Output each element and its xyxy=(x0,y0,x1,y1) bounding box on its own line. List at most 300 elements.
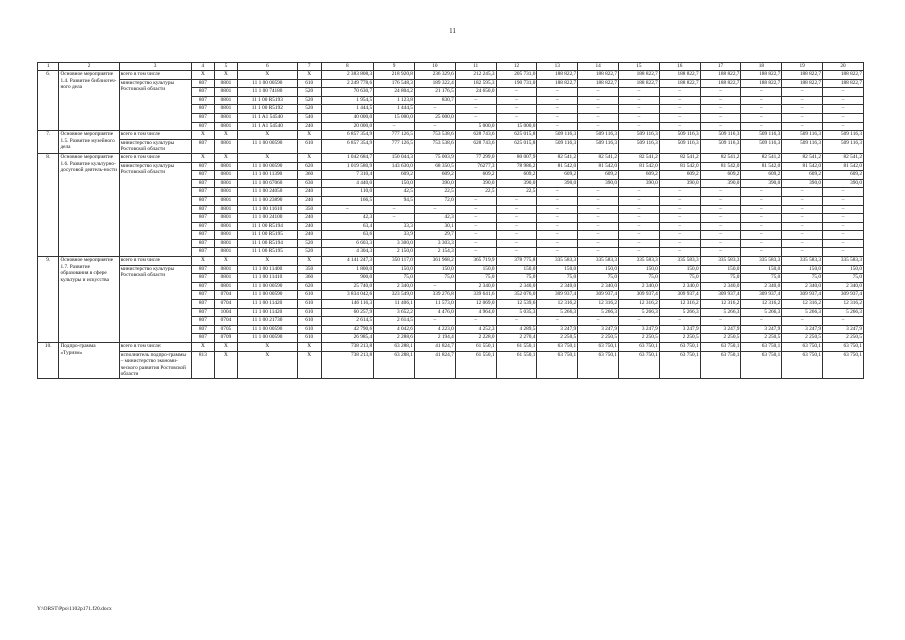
table-cell: 520 xyxy=(297,88,321,97)
table-cell: 60 257,9 xyxy=(321,308,374,317)
executor-name: министерство культуры Ростовской области xyxy=(119,139,191,153)
table-cell: 0801 xyxy=(215,248,238,257)
table-cell: 807 xyxy=(191,265,215,274)
table-cell: 1 954,5 xyxy=(321,96,374,105)
table-cell: – xyxy=(823,222,864,231)
table-cell: 189 322,4 xyxy=(414,79,455,88)
table-cell: 150,0 xyxy=(741,265,782,274)
table-cell: 240 xyxy=(297,222,321,231)
table-cell: 807 xyxy=(191,179,215,188)
table-cell: 335 583,3 xyxy=(619,257,660,266)
table-cell: 82 541,2 xyxy=(537,153,578,162)
table-cell: – xyxy=(619,96,660,105)
table-cell: 2 340,0 xyxy=(619,282,660,291)
table-cell: 81 542,0 xyxy=(619,162,660,171)
table-cell: 12 316,2 xyxy=(782,300,823,309)
table-cell: – xyxy=(619,239,660,248)
table-cell: 309 937,4 xyxy=(578,291,619,300)
table-cell: 63 750,1 xyxy=(782,343,823,352)
table-cell: – xyxy=(741,96,782,105)
table-cell: X xyxy=(297,153,321,162)
table-cell: – xyxy=(578,113,619,122)
table-cell: 81 542,0 xyxy=(537,162,578,171)
table-cell: 0801 xyxy=(215,79,238,88)
table-cell: 22,5 xyxy=(455,188,496,197)
table-cell: 807 xyxy=(191,282,215,291)
table-cell: 628 743,6 xyxy=(455,131,496,140)
table-cell: 3 247,9 xyxy=(782,325,823,334)
table-cell: – xyxy=(321,205,374,214)
table-cell: 2 340,0 xyxy=(700,282,741,291)
table-cell: – xyxy=(782,231,823,240)
table-cell: – xyxy=(578,248,619,257)
table-cell: X xyxy=(215,71,238,80)
table-cell: 0709 xyxy=(215,334,238,343)
table-cell: 63 750,1 xyxy=(782,351,823,378)
executor-total-label: всего в том числе xyxy=(119,71,191,80)
table-cell: 807 xyxy=(191,205,215,214)
table-cell: 2 340,0 xyxy=(741,282,782,291)
table-cell: – xyxy=(700,122,741,131)
executor-total-label: всего в том числе: xyxy=(119,343,191,352)
table-row xyxy=(38,139,864,153)
table-cell: – xyxy=(537,196,578,205)
table-cell: 72,0 xyxy=(414,196,455,205)
table-cell: 350 xyxy=(297,265,321,274)
file-path-footer: Y:\ORST\Ppo\1102p171.f20.docx xyxy=(37,606,112,612)
table-cell: 188 822,7 xyxy=(741,71,782,80)
table-cell: 390,0 xyxy=(496,179,537,188)
table-cell: X xyxy=(297,71,321,80)
table-cell: – xyxy=(619,113,660,122)
table-cell: 2 154,3 xyxy=(414,248,455,257)
table-cell: 361 968,2 xyxy=(414,257,455,266)
table-cell: 11 1 00 11420 xyxy=(237,308,297,317)
table-cell: X xyxy=(237,351,297,378)
table-cell: 188 822,7 xyxy=(619,79,660,88)
table-cell: 188 822,7 xyxy=(578,79,619,88)
table-cell: 63 750,1 xyxy=(619,351,660,378)
table-cell: – xyxy=(700,222,741,231)
table-cell: 33,3 xyxy=(374,222,415,231)
executor-total-label: всего в том числе xyxy=(119,257,191,266)
table-cell: 61 550,1 xyxy=(455,351,496,378)
table-cell: 0801 xyxy=(215,88,238,97)
table-cell: 4 476,0 xyxy=(414,308,455,317)
table-cell: 205 731,0 xyxy=(496,71,537,80)
table-cell: X xyxy=(237,257,297,266)
table-cell: 42,3 xyxy=(321,214,374,223)
table-cell: 188 822,7 xyxy=(619,71,660,80)
table-cell: 5 266,3 xyxy=(700,308,741,317)
table-cell: 3 247,9 xyxy=(700,325,741,334)
table-cell: – xyxy=(659,96,700,105)
table-cell: – xyxy=(537,96,578,105)
table-cell: – xyxy=(700,196,741,205)
table-cell: 753 538,6 xyxy=(414,139,455,153)
table-cell: – xyxy=(537,231,578,240)
table-cell: 240 xyxy=(297,122,321,131)
table-cell: – xyxy=(578,214,619,223)
table-cell: 2 340,0 xyxy=(496,282,537,291)
table-cell: 11 1 00 11410 xyxy=(237,274,297,283)
table-cell: 1 800,0 xyxy=(321,265,374,274)
table-cell: 0801 xyxy=(215,214,238,223)
table-cell: – xyxy=(700,248,741,257)
table-cell: 4 304,3 xyxy=(321,248,374,257)
table-cell: 11 1 00 R5194 xyxy=(237,239,297,248)
table-cell: 236 329,6 xyxy=(414,71,455,80)
table-cell: – xyxy=(741,231,782,240)
table-cell: 509 116,3 xyxy=(741,139,782,153)
table-cell: 94,5 xyxy=(374,196,415,205)
table-cell: 2 250,5 xyxy=(619,334,660,343)
table-cell: 390,0 xyxy=(659,179,700,188)
table-cell: – xyxy=(741,105,782,114)
table-cell: – xyxy=(578,231,619,240)
table-cell: – xyxy=(700,96,741,105)
table-cell: 182 595,3 xyxy=(455,79,496,88)
table-cell: 4 223,0 xyxy=(414,325,455,334)
table-cell: 12 316,2 xyxy=(619,300,660,309)
table-cell: 0801 xyxy=(215,113,238,122)
table-cell: 5 266,3 xyxy=(659,308,700,317)
table-cell: 609,2 xyxy=(537,171,578,180)
table-cell: 0801 xyxy=(215,282,238,291)
table-cell: 3 247,9 xyxy=(823,325,864,334)
table-cell: 509 116,3 xyxy=(619,139,660,153)
table-cell: – xyxy=(455,196,496,205)
table-cell: 11 406,1 xyxy=(374,300,415,309)
table-cell: 807 xyxy=(191,248,215,257)
table-cell: 75,0 xyxy=(619,274,660,283)
table-cell: – xyxy=(823,196,864,205)
table-cell: 11 1 00 00590 xyxy=(237,325,297,334)
table-cell: 6 857 354,9 xyxy=(321,131,374,140)
table-cell: 5 035,3 xyxy=(496,308,537,317)
table-cell: 0801 xyxy=(215,196,238,205)
table-cell: 3 247,9 xyxy=(741,325,782,334)
table-cell: 22,5 xyxy=(414,188,455,197)
table-cell: – xyxy=(455,96,496,105)
table-cell: 143 630,0 xyxy=(374,162,415,171)
table-cell: 63,4 xyxy=(321,222,374,231)
table-cell: – xyxy=(619,222,660,231)
table-cell: – xyxy=(741,248,782,257)
table-cell: 3 247,9 xyxy=(537,325,578,334)
table-cell: 807 xyxy=(191,79,215,88)
table-cell: 2 250,5 xyxy=(823,334,864,343)
table-cell: 1004 xyxy=(215,308,238,317)
table-cell: 807 xyxy=(191,231,215,240)
table-cell: – xyxy=(496,196,537,205)
table-cell: 4 141 247,3 xyxy=(321,257,374,266)
table-cell: – xyxy=(496,231,537,240)
table-row xyxy=(38,153,864,162)
table-cell: 150 044,3 xyxy=(374,153,415,162)
table-cell: 12 316,2 xyxy=(537,300,578,309)
table-cell: – xyxy=(741,239,782,248)
table-cell: 540 xyxy=(297,113,321,122)
table-cell: 218 920,8 xyxy=(374,71,415,80)
table-cell: 5 266,3 xyxy=(741,308,782,317)
table-cell: 509 116,3 xyxy=(700,131,741,140)
table-cell: – xyxy=(537,317,578,326)
row-number: 8. xyxy=(38,153,59,256)
table-cell: 29,7 xyxy=(414,231,455,240)
table-cell: 81 542,0 xyxy=(782,162,823,171)
table-cell: 212 245,3 xyxy=(455,71,496,80)
table-cell: 61 550,1 xyxy=(496,343,537,352)
table-cell: 335 583,3 xyxy=(537,257,578,266)
table-cell: 2 288,6 xyxy=(374,334,415,343)
table-cell: – xyxy=(578,105,619,114)
column-number: 2 xyxy=(59,63,119,71)
table-cell: 188 822,7 xyxy=(659,71,700,80)
table-cell: 509 116,3 xyxy=(823,131,864,140)
table-cell: 335 583,3 xyxy=(700,257,741,266)
table-cell: – xyxy=(782,248,823,257)
table-header-row xyxy=(38,63,864,71)
table-cell: 610 xyxy=(297,325,321,334)
activity-name: Подпро-грамма «Туризм» xyxy=(59,343,119,379)
column-number: 9 xyxy=(374,63,415,71)
table-cell: – xyxy=(374,205,415,214)
table-cell: – xyxy=(619,248,660,257)
table-cell: – xyxy=(537,122,578,131)
table-cell: 309 937,4 xyxy=(782,291,823,300)
table-cell: 6 857 354,9 xyxy=(321,139,374,153)
table-cell: 4 440,0 xyxy=(321,179,374,188)
column-number: 8 xyxy=(321,63,374,71)
table-cell: – xyxy=(741,188,782,197)
table-cell: 75,0 xyxy=(414,274,455,283)
table-cell: 75,0 xyxy=(537,274,578,283)
table-cell: 150,0 xyxy=(414,265,455,274)
table-cell: 63 750,1 xyxy=(700,343,741,352)
table-cell: 3 303,3 xyxy=(414,239,455,248)
table-cell: 520 xyxy=(297,239,321,248)
table-cell: – xyxy=(455,231,496,240)
activity-name: Основное мероприятие 1.4. Развитие библиотеч-ного дела xyxy=(59,71,119,131)
table-cell: – xyxy=(659,231,700,240)
table-cell: 11 1 00 11420 xyxy=(237,300,297,309)
table-cell: 150,0 xyxy=(374,179,415,188)
table-cell: 807 xyxy=(191,325,215,334)
column-number: 5 xyxy=(215,63,238,71)
table-cell: 1 019 580,9 xyxy=(321,162,374,171)
table-row xyxy=(38,71,864,80)
table-cell: 509 116,3 xyxy=(823,139,864,153)
table-cell: – xyxy=(823,122,864,131)
table-cell: 2 340,0 xyxy=(782,282,823,291)
table-cell: – xyxy=(782,188,823,197)
column-number: 20 xyxy=(823,63,864,71)
table-cell: X xyxy=(191,343,215,352)
table-cell: 509 116,3 xyxy=(537,139,578,153)
table-cell: 26 985,4 xyxy=(321,334,374,343)
table-cell: 807 xyxy=(191,300,215,309)
table-cell: – xyxy=(537,239,578,248)
column-number: 7 xyxy=(297,63,321,71)
table-cell: – xyxy=(823,205,864,214)
table-cell: 63,6 xyxy=(321,231,374,240)
table-cell: 188 822,7 xyxy=(537,71,578,80)
table-cell: – xyxy=(741,317,782,326)
table-cell: – xyxy=(578,188,619,197)
table-cell: 807 xyxy=(191,334,215,343)
table-cell: – xyxy=(496,205,537,214)
table-cell: 390,0 xyxy=(741,179,782,188)
table-row xyxy=(38,162,864,171)
executor-total-label: всего в том числе xyxy=(119,131,191,140)
table-cell: 80 007,9 xyxy=(496,153,537,162)
table-cell: 3 300,0 xyxy=(374,239,415,248)
table-cell: 33,9 xyxy=(374,231,415,240)
table-cell: 68 350,5 xyxy=(414,162,455,171)
table-cell: – xyxy=(496,88,537,97)
table-cell: – xyxy=(823,113,864,122)
table-cell: – xyxy=(414,205,455,214)
table-cell: 11 1 00 11400 xyxy=(237,265,297,274)
table-cell: 509 116,3 xyxy=(578,139,619,153)
table-cell: 609,2 xyxy=(782,171,823,180)
executor-total-label: всего в том числе xyxy=(119,153,191,162)
table-cell: 12 316,2 xyxy=(823,300,864,309)
table-cell: – xyxy=(619,122,660,131)
table-cell: 63 750,1 xyxy=(659,351,700,378)
table-cell: 807 xyxy=(191,171,215,180)
table-cell: 390,0 xyxy=(782,179,823,188)
table-cell: 240 xyxy=(297,214,321,223)
table-cell: X xyxy=(215,153,238,162)
table-cell: 11 1 00 23890 xyxy=(237,196,297,205)
table-cell: – xyxy=(455,222,496,231)
table-cell: – xyxy=(782,205,823,214)
table-cell: 609,2 xyxy=(414,171,455,180)
table-cell: – xyxy=(619,317,660,326)
table-cell: 609,2 xyxy=(823,171,864,180)
table-cell: 15 000,0 xyxy=(496,122,537,131)
table-cell: 0801 xyxy=(215,96,238,105)
table-cell: 807 xyxy=(191,239,215,248)
table-cell: 82 541,2 xyxy=(741,153,782,162)
table-cell: X xyxy=(237,343,297,352)
row-number: 7. xyxy=(38,131,59,154)
table-cell: 75,0 xyxy=(823,274,864,283)
table-cell: 2 250,5 xyxy=(782,334,823,343)
table-cell: 378 775,8 xyxy=(496,257,537,266)
table-cell: 509 116,3 xyxy=(782,131,823,140)
executor-name: министерство культуры Ростовской области xyxy=(119,79,191,131)
table-cell: X xyxy=(215,257,238,266)
table-cell: 82 541,2 xyxy=(782,153,823,162)
table-cell: 2 340,0 xyxy=(455,282,496,291)
table-row xyxy=(38,131,864,140)
table-cell: – xyxy=(700,231,741,240)
table-cell: 81 542,0 xyxy=(741,162,782,171)
table-cell: – xyxy=(823,317,864,326)
table-cell: 7 310,4 xyxy=(321,171,374,180)
table-cell: – xyxy=(741,113,782,122)
table-cell: – xyxy=(782,96,823,105)
table-cell: 42,5 xyxy=(374,188,415,197)
table-cell: 807 xyxy=(191,113,215,122)
table-cell: 609,2 xyxy=(578,171,619,180)
table-cell: 11 1 00 R5195 xyxy=(237,248,297,257)
table-cell: 11 1 A1 54540 xyxy=(237,113,297,122)
table-cell: 610 xyxy=(297,79,321,88)
table-cell: – xyxy=(414,317,455,326)
table-cell: 15 000,0 xyxy=(374,113,415,122)
row-number: 6. xyxy=(38,71,59,131)
table-cell: 6 603,3 xyxy=(321,239,374,248)
table-cell: 12 316,2 xyxy=(741,300,782,309)
table-cell: – xyxy=(578,239,619,248)
table-cell: – xyxy=(741,196,782,205)
table-cell: 628 743,6 xyxy=(455,139,496,153)
table-cell: – xyxy=(619,231,660,240)
table-cell: 2 250,5 xyxy=(578,334,619,343)
table-cell: 777 126,5 xyxy=(374,139,415,153)
table-cell: 352 076,0 xyxy=(496,291,537,300)
table-cell: 150,0 xyxy=(537,265,578,274)
table-row xyxy=(38,351,864,378)
table-cell: 0801 xyxy=(215,139,238,153)
table-cell: 240 xyxy=(297,188,321,197)
table-cell: – xyxy=(659,222,700,231)
table-cell: 807 xyxy=(191,291,215,300)
table-cell: 2 250,5 xyxy=(741,334,782,343)
table-cell: 11 1 00 21730 xyxy=(237,317,297,326)
table-cell: X xyxy=(297,131,321,140)
table-cell: – xyxy=(782,317,823,326)
table-cell: 335 583,3 xyxy=(782,257,823,266)
table-cell: – xyxy=(537,205,578,214)
table-cell: 509 116,3 xyxy=(700,139,741,153)
table-cell: 2 340,0 xyxy=(823,282,864,291)
table-cell: 82 541,2 xyxy=(823,153,864,162)
table-cell: – xyxy=(782,88,823,97)
table-cell: 610 xyxy=(297,139,321,153)
table-cell: 2 270,4 xyxy=(496,334,537,343)
table-cell: 70 630,7 xyxy=(321,88,374,97)
table-cell: – xyxy=(537,113,578,122)
column-number: 6 xyxy=(237,63,297,71)
table-cell: 11 1 00 R5193 xyxy=(237,96,297,105)
table-cell: – xyxy=(619,205,660,214)
table-cell: 0801 xyxy=(215,162,238,171)
table-cell: 753 538,6 xyxy=(414,131,455,140)
table-cell: 5 266,3 xyxy=(782,308,823,317)
table-cell: X xyxy=(215,343,238,352)
table-cell: – xyxy=(782,214,823,223)
table-cell: – xyxy=(619,196,660,205)
table-cell: – xyxy=(578,96,619,105)
table-cell: 610 xyxy=(297,308,321,317)
table-cell: 2 249 778,6 xyxy=(321,79,374,88)
table-cell: 81 542,0 xyxy=(659,162,700,171)
table-cell: 2 340,0 xyxy=(578,282,619,291)
table-cell: X xyxy=(297,257,321,266)
table-cell: 0704 xyxy=(215,317,238,326)
table-cell: 807 xyxy=(191,188,215,197)
table-cell: X xyxy=(191,257,215,266)
column-number: 16 xyxy=(659,63,700,71)
table-cell: 20 000,0 xyxy=(321,122,374,131)
table-cell: – xyxy=(700,205,741,214)
table-cell: 150,0 xyxy=(619,265,660,274)
